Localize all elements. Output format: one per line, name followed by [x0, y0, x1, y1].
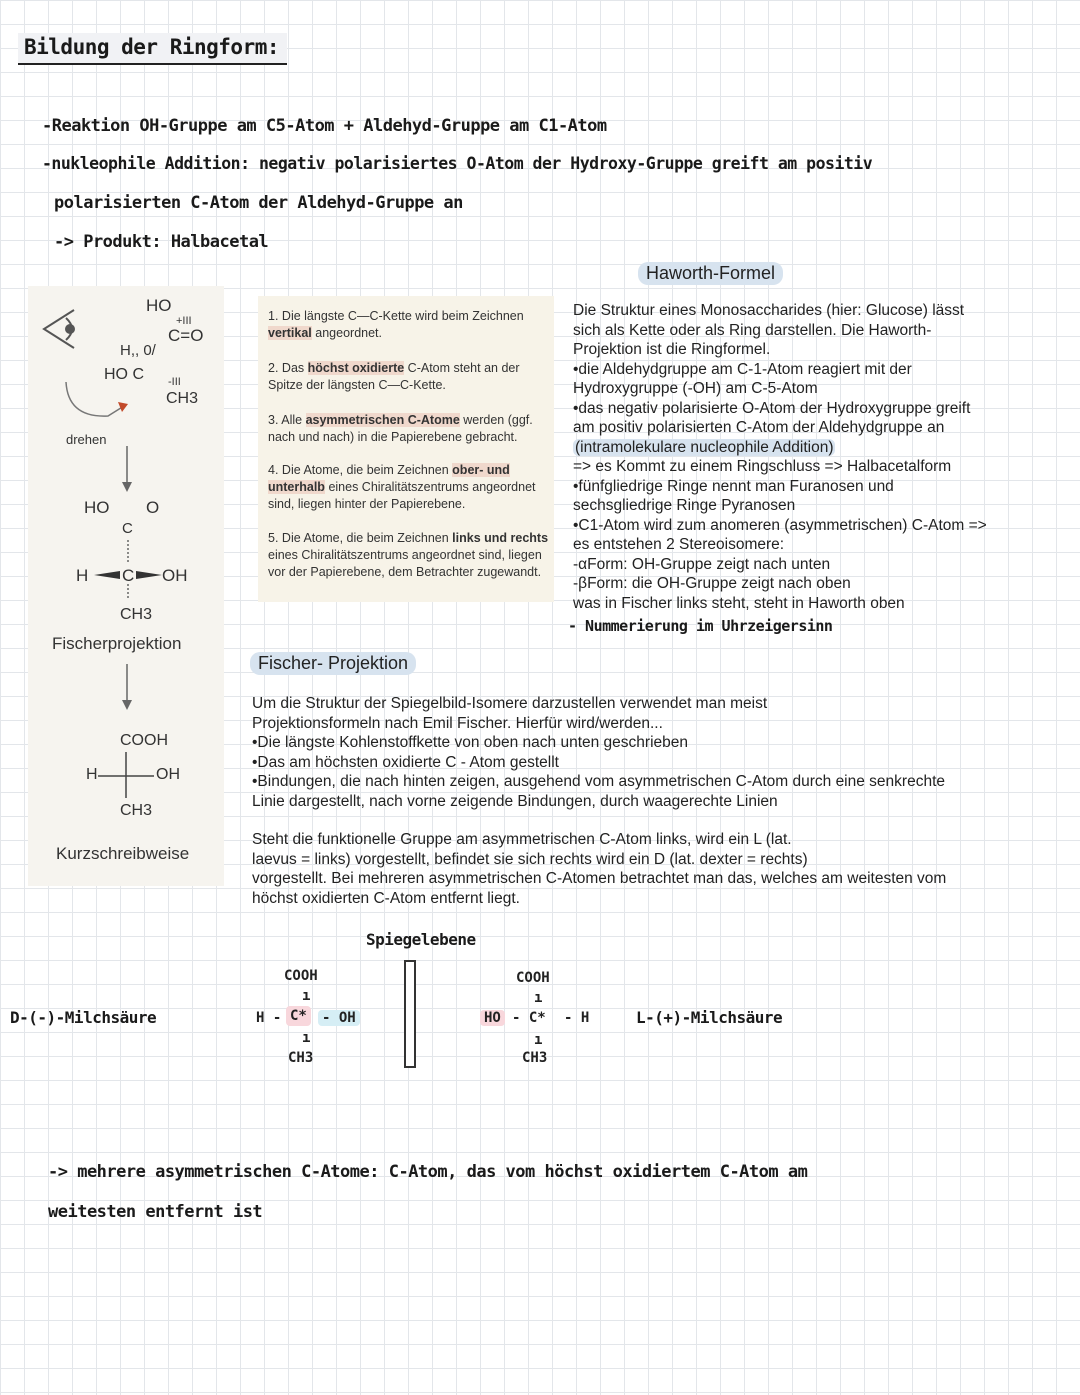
minus-three-label: -III — [168, 376, 181, 388]
fischer-text: Um die Struktur der Spiegelbild-Isomere darzustellen verwendet man meist Projektionsformeln nach Emil Fischer. Hierfür wird/werden... •Die längste Kohlenstoffkette von oben nach unten geschrieben •Das am höchsten oxidierte C - Atom gestellt •Bindungen, die nach hinten zeigen, ausgehend vom asymmetrischen C-Atom durch eine senkrechte Linie dargestellt, nach vorne zeigende Bindungen, durch waagerechte Linien — [252, 695, 945, 810]
h-label-2: H — [76, 566, 89, 585]
rotate-arrow-icon — [58, 378, 138, 428]
oh-label-2: OH — [162, 566, 188, 585]
oh-label-3: OH — [156, 766, 180, 783]
h-o-label: H,, 0/ — [120, 342, 156, 359]
d-chiral-c: C* — [286, 1006, 311, 1026]
eye-icon — [38, 306, 82, 352]
footer-line-1: -> mehrere asymmetrischen C-Atome: C-Atom, das vom höchst oxidiertem C-Atom am — [48, 1162, 808, 1182]
l-ch3: CH3 — [522, 1050, 548, 1066]
fischer-dl-text: Steht die funktionelle Gruppe am asymmetrischen C-Atom links, wird ein L (lat. laevus = links) vorgestellt, befindet sie sich rechts wird ein D (lat. dexter = rechts) vorgestellt. Bei mehreren asymmetrischen C-Atomen betrachtet man das, welches am weitesten vom höchst oxidierten C-Atom entfernt liegt. — [252, 831, 947, 907]
carbonyl-label: C=O — [168, 326, 204, 345]
bond-mark: ı — [302, 988, 311, 1004]
intro-line-4: -> Produkt: Halbacetal — [54, 232, 269, 252]
c-label-3: C — [122, 566, 135, 585]
fischer-label: Fischerprojektion — [52, 634, 182, 653]
bond-mark: ı — [302, 1030, 311, 1046]
haworth-heading: Haworth-Formel — [638, 262, 783, 285]
d-h: H - — [256, 1010, 282, 1026]
short-notation-cross — [98, 752, 154, 800]
d-ch3: CH3 — [288, 1050, 314, 1066]
ch3-label-a: CH3 — [166, 390, 199, 407]
fischer-heading: Fischer- Projektion — [250, 652, 416, 675]
d-cooh: COOH — [284, 968, 318, 984]
intro-line-1: -Reaktion OH-Gruppe am C5-Atom + Aldehyd-Gruppe am C1-Atom — [42, 116, 607, 136]
rule-item: 1. Die längste C—C-Kette wird beim Zeichnen vertikal angeordnet. — [268, 309, 524, 340]
c-label-2: C — [122, 520, 133, 537]
intro-line-3: polarisierten C-Atom der Aldehyd-Gruppe an — [54, 193, 463, 213]
intro-line-2: -nukleophile Addition: negativ polarisiertes O-Atom der Hydroxy-Gruppe greift am positiv — [42, 154, 873, 173]
mirror-plane-label: Spiegelebene — [366, 930, 476, 949]
d-oh: - OH — [318, 1010, 360, 1026]
ch3-label-b: CH3 — [120, 606, 153, 623]
d-lactic-acid-label: D-(-)-Milchsäure — [10, 1008, 157, 1027]
haworth-text: Die Struktur eines Monosaccharides (hier: Glucose) lässt sich als Kette oder als Ring darstellen. Die Haworth- Projektion ist die Ringformel. •die Aldehydgruppe am C-1-Atom reagiert mit der Hydroxygruppe (-OH) am C-5-Atom •das negativ polarisierte O-Atom der Hydroxygruppe greift am positiv polarisierten C-Atom der Aldehydgruppe an (intramolekulare nucleophile Addition) => es Kommt zu einem Ringschluss => Halbacetalform •fünfgliedrige Ringe nennt man Furanosen und sechsgliedrige Ringe Pyranosen •C1-Atom wird zum anomeren (asymmetrischen) C-Atom => es entstehen 2 Stereoisomere: -αForm: OH-Gruppe zeigt nach unten -βForm: die OH-Gruppe zeigt nach oben was in Fischer links steht, steht in Haworth oben — [573, 302, 987, 612]
l-chiral-c: - C* — [512, 1010, 546, 1026]
ho-c-label: HO C — [104, 366, 144, 383]
ch3-label-c: CH3 — [120, 802, 153, 819]
fischer-derivation-figure — [28, 286, 224, 886]
bond-mark: ı — [534, 990, 543, 1006]
numbering-note: - Nummerierung im Uhrzeigersinn — [568, 617, 833, 635]
l-h: - H — [564, 1010, 590, 1026]
fischer-rules-figure — [258, 296, 554, 602]
page-title: Bildung der Ringform: — [18, 33, 287, 65]
rule-item: 4. Die Atome, die beim Zeichnen ober- und unterhalb eines Chiralitätszentrums angeordnet sind, liegen hinter der Papierebene. — [268, 463, 536, 511]
bond-mark: ı — [534, 1032, 543, 1048]
kurz-label: Kurzschreibweise — [56, 844, 190, 863]
rule-item: 2. Das höchst oxidierte C-Atom steht an der Spitze der längsten C—C-Kette. — [268, 361, 520, 392]
rule-item: 3. Alle asymmetrischen C-Atome werden (ggf. nach und nach) in die Papierebene gebracht. — [268, 413, 533, 444]
l-lactic-acid-label: L-(+)-Milchsäure — [636, 1008, 783, 1027]
down-arrow-icon — [120, 446, 134, 494]
l-ho: HO — [480, 1010, 505, 1026]
ho-top-label: HO — [146, 296, 172, 315]
rule-item: 5. Die Atome, die beim Zeichnen links und rechts eines Chiralitätszentrums angeordnet sind, liegen vor der Papierebene, dem Betrachter zugewandt. — [268, 531, 549, 579]
fischer-bonds — [88, 540, 168, 600]
ho-label-2: HO — [84, 498, 110, 517]
down-arrow-icon — [120, 664, 134, 712]
l-cooh: COOH — [516, 970, 550, 986]
h-label-3: H — [86, 766, 98, 783]
drehen-label: drehen — [66, 432, 107, 447]
o-label-2: O — [146, 498, 160, 517]
ox-state-label: +III — [176, 315, 192, 327]
mirror-plane — [404, 960, 416, 1068]
footer-line-2: weitesten entfernt ist — [48, 1202, 263, 1222]
cooh-label: COOH — [120, 732, 168, 749]
